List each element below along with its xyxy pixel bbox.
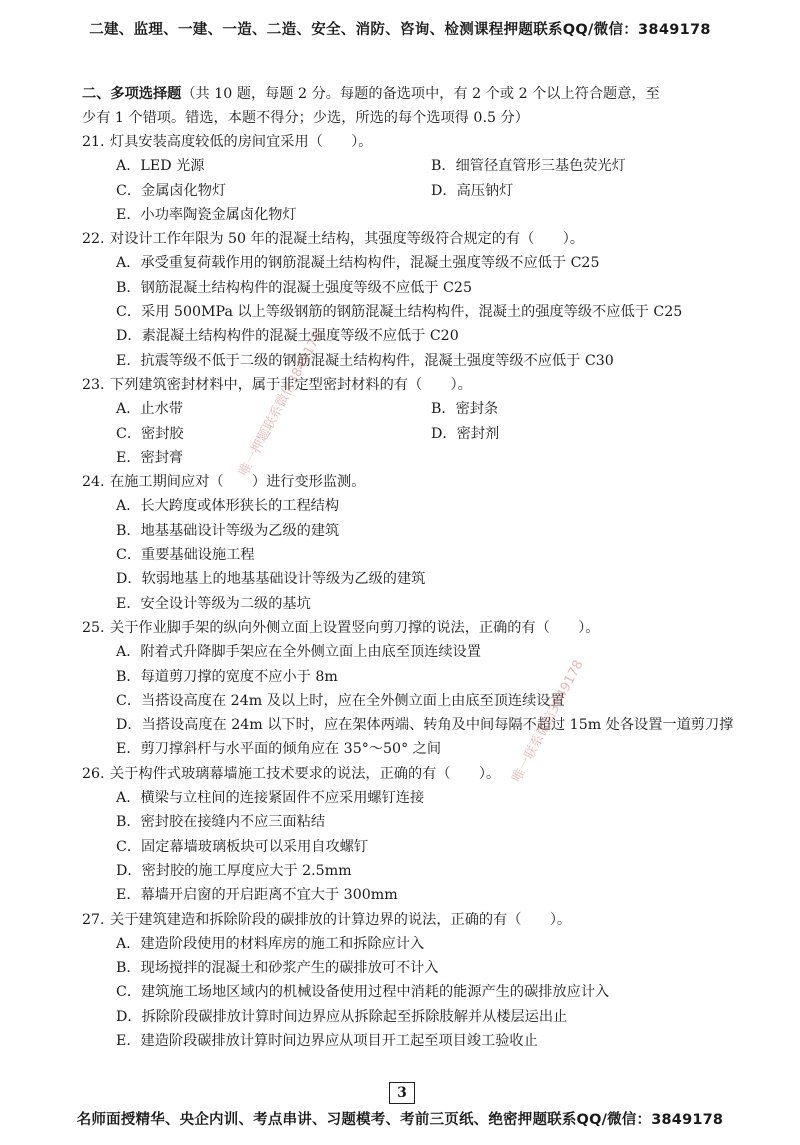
option-e: E．密封膏 [116, 449, 184, 466]
question-number: 26. [82, 765, 105, 782]
option-e: E．安全设计等级为二级的基坑 [116, 595, 311, 612]
question-stem [82, 762, 732, 786]
question-stem [82, 470, 732, 494]
option-c: C．金属卤化物灯 [116, 182, 227, 199]
option-a: A．承受重复荷载作用的钢筋混凝土结构构件，混凝土强度等级不应低于 C25 [116, 255, 600, 272]
question-text: 关于构件式玻璃幕墙施工技术要求的说法，正确的有（ ）。 [110, 765, 501, 782]
option-list [82, 494, 732, 615]
option-c: C．固定幕墙玻璃板块可以采用自攻螺钉 [116, 838, 369, 855]
watermark-right: 唯一联系微信3849178 [509, 657, 587, 785]
question-stem [82, 616, 732, 640]
question-number: 22. [82, 231, 105, 248]
option-a: A．附着式升降脚手架应在全外侧立面上由底至顶连续设置 [116, 644, 481, 661]
option-a: A．止水带 [116, 401, 183, 418]
option-a: A．长大跨度或体形狭长的工程结构 [116, 498, 340, 515]
option-e: E．剪刀撑斜杆与水平面的倾角应在 35°～50° 之间 [116, 741, 442, 758]
question-25 [82, 616, 732, 762]
question-stem [82, 373, 732, 397]
question-text: 灯具安装高度较低的房间宜采用（ ）。 [110, 134, 373, 150]
question-24 [82, 470, 732, 616]
question-number: 21. [82, 134, 105, 150]
option-e: E．建造阶段碳排放计算时间边界应从项目开工起至项目竣工验收止 [116, 1032, 538, 1049]
question-27 [82, 908, 732, 1054]
question-list [82, 130, 732, 1053]
option-a: A．LED 光源 [116, 158, 205, 175]
option-list [82, 251, 732, 372]
option-c: C．重要基础设施工程 [116, 547, 255, 564]
question-number: 23. [82, 376, 105, 393]
question-text: 下列建筑密封材料中，属于非定型密封材料的有（ ）。 [110, 376, 472, 393]
option-list [82, 786, 732, 907]
footer-banner: 名师面授精华、央企内训、考点串讲、习题模考、考前三页纸、绝密押题联系QQ/微信：3849178 [76, 1112, 724, 1128]
option-c: C．当搭设高度在 24m 及以上时，应在全外侧立面上由底至顶连续设置 [116, 692, 565, 709]
option-b: B．现场搅拌的混凝土和砂浆产生的碳排放可不计入 [116, 960, 439, 977]
section-header [82, 82, 732, 130]
option-d: D．当搭设高度在 24m 以下时，应在架体两端、转角及中间每隔不超过 15m 处各设置一道剪刀撑 [116, 717, 734, 734]
option-b: B．密封条 [431, 401, 499, 418]
question-text: 关于作业脚手架的纵向外侧立面上设置竖向剪刀撑的说法，正确的有（ ）。 [110, 619, 600, 636]
option-a: A．横梁与立柱间的连接紧固件不应采用螺钉连接 [116, 790, 425, 807]
section-instructions-line1: （共 10 题，每题 2 分。每题的备选项中，有 2 个或 2 个以上符合题意，至 [181, 86, 660, 102]
option-d: D．软弱地基上的地基基础设计等级为乙级的建筑 [116, 571, 426, 588]
option-c: C．采用 500MPa 以上等级钢筋的钢筋混凝土结构构件，混凝土的强度等级不应低于 C25 [116, 304, 683, 321]
option-d: D．素混凝土结构构件的混凝土强度等级不应低于 C20 [116, 328, 459, 345]
option-c: C．建筑施工场地区域内的机械设备使用过程中消耗的能源产生的碳排放应计入 [116, 984, 610, 1001]
option-d: D．拆除阶段碳排放计算时间边界应从拆除起至拆除肢解并从楼层运出止 [116, 1008, 568, 1025]
option-c: C．密封胶 [116, 425, 184, 442]
question-23 [82, 373, 732, 470]
option-list [82, 154, 732, 227]
option-list [82, 640, 732, 761]
header-banner: 二建、监理、一建、一造、二造、安全、消防、咨询、检测课程押题联系QQ/微信：3849178 [89, 22, 711, 38]
option-a: A．建造阶段使用的材料库房的施工和拆除应计入 [116, 935, 425, 952]
option-b: B．密封胶在接缝内不应三面粘结 [116, 814, 326, 831]
question-text: 关于建筑建造和拆除阶段的碳排放的计算边界的说法，正确的有（ ）。 [110, 911, 572, 928]
question-21 [82, 130, 732, 227]
option-b: B．细管径直管形三基色荧光灯 [431, 158, 626, 175]
option-b: B．每道剪刀撑的宽度不应小于 8m [116, 668, 338, 685]
option-e: E．小功率陶瓷金属卤化物灯 [116, 206, 297, 223]
section-title: 二、多项选择题 [82, 86, 182, 102]
option-b: B．地基基础设计等级为乙级的建筑 [116, 522, 340, 539]
exam-content [82, 82, 732, 1053]
section-instructions-line2: 少有 1 个错项。错选，本题不得分；少选，所选的每个选项得 0.5 分） [82, 110, 529, 126]
watermark-left: 唯一押题联系微信3849178 [236, 328, 326, 479]
question-26 [82, 762, 732, 908]
option-d: D．密封剂 [431, 425, 500, 442]
option-b: B．钢筋混凝土结构构件的混凝土强度等级不应低于 C25 [116, 279, 472, 296]
question-text: 在施工期间应对（ ）进行变形监测。 [110, 474, 366, 491]
option-list [82, 932, 732, 1053]
option-d: D．高压钠灯 [431, 182, 514, 199]
page-number: 3 [389, 1082, 415, 1104]
question-text: 对设计工作年限为 50 年的混凝土结构，其强度等级符合规定的有（ ）。 [110, 231, 584, 248]
option-e: E．抗震等级不低于二级的钢筋混凝土结构构件，混凝土强度等级不应低于 C30 [116, 352, 614, 369]
question-22 [82, 227, 732, 373]
question-stem [82, 227, 732, 251]
question-stem [82, 908, 732, 932]
option-d: D．密封胶的施工厚度应大于 2.5mm [116, 862, 352, 879]
option-list [82, 397, 732, 470]
question-stem [82, 130, 732, 154]
question-number: 25. [82, 619, 105, 636]
question-number: 27. [82, 911, 105, 928]
option-e: E．幕墙开启窗的开启距离不宜大于 300mm [116, 887, 398, 904]
question-number: 24. [82, 474, 105, 491]
